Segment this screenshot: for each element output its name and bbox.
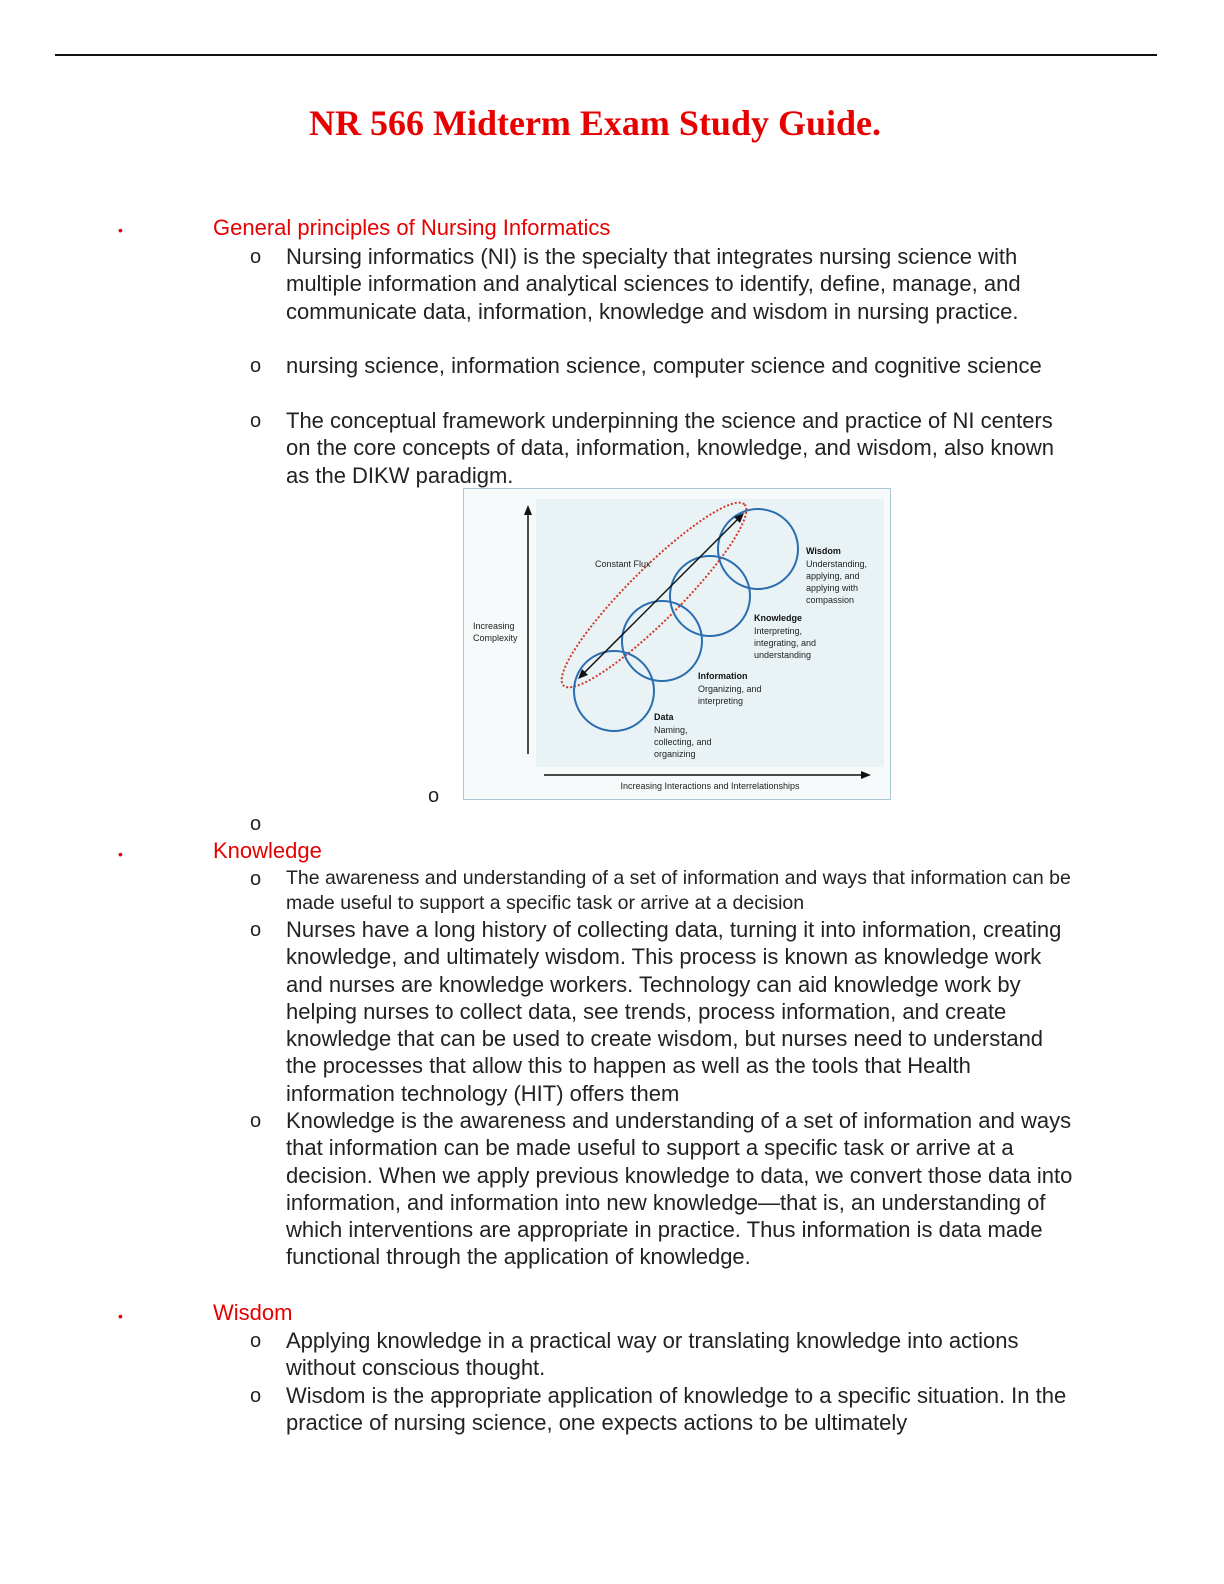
- sub-bullet: o: [250, 246, 262, 268]
- wisdom-label: Wisdom: [806, 546, 841, 556]
- figure-panel: [536, 499, 884, 767]
- section-heading-wisdom: Wisdom: [213, 1300, 293, 1325]
- x-axis-label: Increasing Interactions and Interrelationships: [620, 781, 800, 791]
- general-item-3: The conceptual framework underpinning the science and practice of NI centers on the core concepts of data, information, knowledge, and wisdom, also known as the DIKW paradigm.: [286, 408, 1055, 488]
- sub-bullet: o: [250, 1110, 262, 1132]
- flux-label: Constant Flux: [595, 559, 651, 569]
- information-label: Information: [698, 671, 748, 681]
- x-axis-arrow-icon: [861, 771, 871, 779]
- dikw-figure: [463, 488, 891, 800]
- section-heading-general: General principles of Nursing Informatics: [213, 215, 611, 240]
- section-bullet: •: [118, 846, 123, 862]
- sub-bullet: o: [250, 1385, 262, 1407]
- information-desc: Organizing, and interpreting: [698, 684, 762, 706]
- data-label: Data: [654, 712, 674, 722]
- sub-bullet: o: [250, 813, 262, 835]
- general-item-1: Nursing informatics (NI) is the specialty that integrates nursing science with multiple information and analytical sciences to identify, define, manage, and communicate data, information, knowledge and wisdom in nursing practice.: [286, 244, 1021, 324]
- general-item-2: nursing science, information science, computer science and cognitive science: [286, 353, 1042, 378]
- header-rule: [55, 54, 1157, 56]
- y-axis-label: Increasing Complexity: [473, 621, 518, 643]
- y-axis-arrow-icon: [524, 505, 532, 515]
- section-bullet: •: [118, 1308, 123, 1324]
- knowledge-desc: Interpreting, integrating, and understanding: [754, 626, 817, 660]
- knowledge-label: Knowledge: [754, 613, 803, 623]
- sub-bullet: o: [250, 868, 262, 890]
- data-desc: Naming, collecting, and organizing: [654, 725, 712, 759]
- knowledge-item-3: Knowledge is the awareness and understanding of a set of information and ways that information can be made useful to support a specific task or arrive at a decision. When we apply previous knowledge to data, we convert those data into information, and information into new knowledge—that is, an understanding of which interventions are appropriate in practice. Thus information is data made functional through the application of knowledge.: [286, 1108, 1073, 1270]
- knowledge-item-1: The awareness and understanding of a set of information and ways that information can be made useful to support a specific task or arrive at a decision: [286, 867, 1071, 914]
- sub-bullet: o: [250, 410, 262, 432]
- section-heading-knowledge: Knowledge: [213, 838, 322, 863]
- wisdom-item-1: Applying knowledge in a practical way or translating knowledge into actions without conscious thought.: [286, 1328, 1019, 1381]
- knowledge-item-2: Nurses have a long history of collecting data, turning it into information, creating knowledge, and ultimately wisdom. This process is known as knowledge work and nurses are knowledge workers. Technology can aid knowledge work by helping nurses to collect data, see trends, process information, and create knowledge that can be used to create wisdom, but nurses need to understand the processes that allow this to happen as well as the tools that Health information technology (HIT) offers them: [286, 917, 1062, 1106]
- sub-bullet: o: [428, 785, 440, 807]
- sub-bullet: o: [250, 919, 262, 941]
- section-bullet: •: [118, 222, 123, 238]
- sub-bullet: o: [250, 1330, 262, 1352]
- page-title: NR 566 Midterm Exam Study Guide.: [308, 103, 881, 143]
- sub-bullet: o: [250, 355, 262, 377]
- wisdom-item-2: Wisdom is the appropriate application of knowledge to a specific situation. In the practice of nursing science, one expects actions to be ultimately: [286, 1383, 1067, 1436]
- wisdom-desc: Understanding, applying, and applying with compassion: [806, 559, 868, 605]
